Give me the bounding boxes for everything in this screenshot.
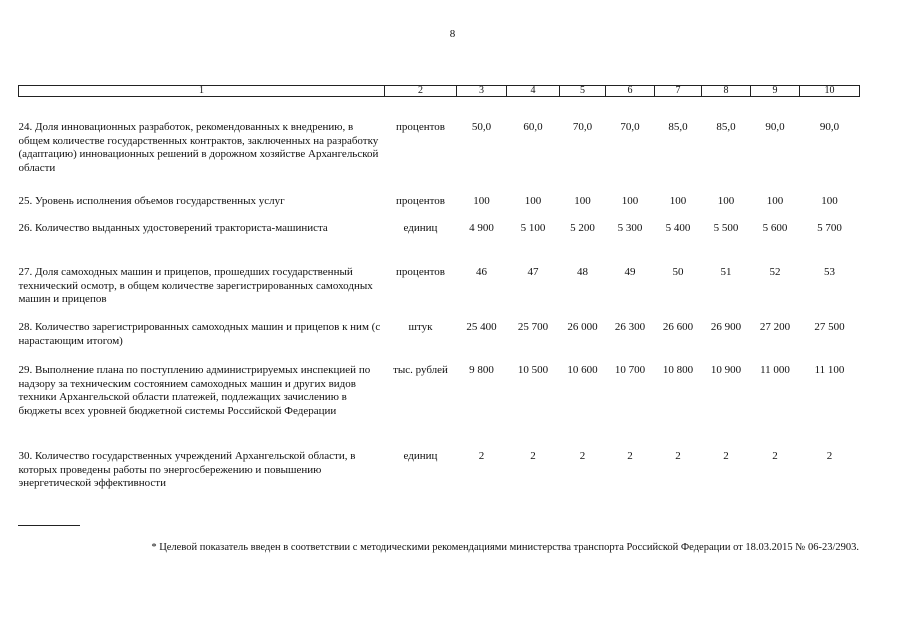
indicator-value: 50,0 <box>471 121 492 133</box>
indicator-value: 5 500 <box>713 222 739 234</box>
indicator-value: 53 <box>824 266 835 278</box>
indicator-value: 52 <box>769 266 781 278</box>
indicator-value: 100 <box>669 195 687 207</box>
indicator-value: 47 <box>527 266 539 278</box>
indicator-name: 27. Доля самоходных машин и прицепов, прошедших государственный технический осмотр, в общем количестве зарегистрированных самоходных машин и прицепов <box>18 266 373 305</box>
indicator-name: 30. Количество государственных учреждений Архангельской области, в которых проведены работы по энергосбережению и повышению энергетической эффективности <box>18 450 356 489</box>
indicator-value: 100 <box>574 195 591 207</box>
table-row <box>19 97 860 194</box>
indicator-value: 85,0 <box>668 121 688 133</box>
indicator-unit: процентов <box>396 195 445 207</box>
table-row <box>19 318 860 361</box>
indicator-value: 2 <box>772 450 778 462</box>
column-number-row <box>19 86 860 97</box>
table-row <box>19 361 860 444</box>
indicator-value: 10 700 <box>614 364 646 376</box>
indicator-value: 27 500 <box>814 321 845 333</box>
indicator-value: 5 700 <box>817 222 842 234</box>
column-header: 9 <box>751 86 800 97</box>
footnote-divider <box>18 525 80 526</box>
indicator-unit: штук <box>408 321 433 333</box>
indicator-value: 2 <box>579 450 586 462</box>
column-header: 2 <box>385 86 457 97</box>
indicator-value: 5 200 <box>570 222 595 234</box>
indicator-value: 2 <box>723 450 729 462</box>
indicator-value: 100 <box>621 195 639 207</box>
indicator-value: 5 300 <box>617 222 643 234</box>
column-header: 3 <box>457 86 507 97</box>
indicator-value: 49 <box>624 266 636 278</box>
column-header: 5 <box>560 86 606 97</box>
indicator-value: 9 800 <box>469 364 494 376</box>
indicator-value: 2 <box>478 450 485 462</box>
indicator-value: 10 900 <box>710 364 742 376</box>
indicator-unit: единиц <box>403 222 438 234</box>
indicator-value: 10 800 <box>662 364 694 376</box>
indicator-value: 51 <box>720 266 732 278</box>
indicator-value: 50 <box>672 266 684 278</box>
table-row <box>19 193 860 220</box>
indicator-value: 100 <box>717 195 735 207</box>
indicator-value: 85,0 <box>716 121 736 133</box>
indicator-value: 70,0 <box>620 121 640 133</box>
column-header: 7 <box>655 86 702 97</box>
indicator-value: 26 600 <box>662 321 694 333</box>
indicator-value: 26 000 <box>567 321 598 333</box>
indicator-value: 100 <box>821 195 838 207</box>
table-row <box>19 444 860 491</box>
indicator-name: 25. Уровень исполнения объемов государственных услуг <box>18 195 285 207</box>
indicator-unit: процентов <box>396 266 445 278</box>
page-number: 8 <box>449 28 456 40</box>
indicator-value: 2 <box>675 450 681 462</box>
indicator-value: 100 <box>524 195 542 207</box>
indicator-value: 25 700 <box>517 321 549 333</box>
indicator-name: 24. Доля инновационных разработок, рекомендованных к внедрению, в общем количестве государственных контрактов, заключенных на разработку (адаптацию) инновационных решений в дорожном хозяйстве Архангельской области <box>18 121 379 174</box>
indicators-table <box>18 85 860 491</box>
table-row <box>19 262 860 318</box>
indicator-value: 27 200 <box>759 321 791 333</box>
indicator-value: 26 300 <box>614 321 646 333</box>
indicator-value: 60,0 <box>523 121 543 133</box>
indicator-value: 70,0 <box>572 121 593 133</box>
column-header: 6 <box>606 86 655 97</box>
table-row <box>19 220 860 262</box>
indicator-value: 10 500 <box>517 364 549 376</box>
indicator-value: 2 <box>826 450 833 462</box>
indicator-value: 5 400 <box>665 222 691 234</box>
indicator-value: 2 <box>627 450 633 462</box>
indicator-value: 100 <box>473 195 490 207</box>
indicator-value: 48 <box>577 266 588 278</box>
indicator-name: 29. Выполнение плана по поступлению администрируемых инспекцией по надзору за техническим состоянием самоходных машин и других видов техники Архангельской области платежей, подлежащих зачислению в бюджеты всех уровней бюджетной системы Российской Федерации <box>18 364 371 417</box>
indicator-value: 26 900 <box>710 321 742 333</box>
indicator-name: 26. Количество выданных удостоверений тракториста-машиниста <box>18 222 328 234</box>
indicator-value: 100 <box>766 195 784 207</box>
indicator-unit: процентов <box>396 121 445 133</box>
indicator-value: 46 <box>476 266 487 278</box>
indicator-value: 11 100 <box>814 364 845 376</box>
indicator-value: 90,0 <box>819 121 840 133</box>
indicator-value: 90,0 <box>765 121 785 133</box>
indicator-name: 28. Количество зарегистрированных самоходных машин и прицепов к ним (с нарастающим итогом) <box>18 321 381 347</box>
column-header: 4 <box>507 86 560 97</box>
column-header: 8 <box>702 86 751 97</box>
indicator-value: 10 600 <box>567 364 598 376</box>
indicator-value: 5 100 <box>520 222 546 234</box>
indicator-value: 2 <box>530 450 536 462</box>
indicator-value: 4 900 <box>469 222 494 234</box>
indicator-unit: единиц <box>403 450 438 462</box>
indicator-unit: тыс. рублей <box>393 364 448 376</box>
footnote: * Целевой показатель введен в соответствии с методическими рекомендациями министерства транспорта Российской Федерации от 18.03.2015 № 06-23/2903. <box>151 542 859 553</box>
indicator-value: 25 400 <box>466 321 497 333</box>
column-header: 1 <box>19 86 385 97</box>
indicator-value: 5 600 <box>762 222 788 234</box>
indicator-value: 11 000 <box>760 364 790 376</box>
column-header: 10 <box>800 86 860 97</box>
